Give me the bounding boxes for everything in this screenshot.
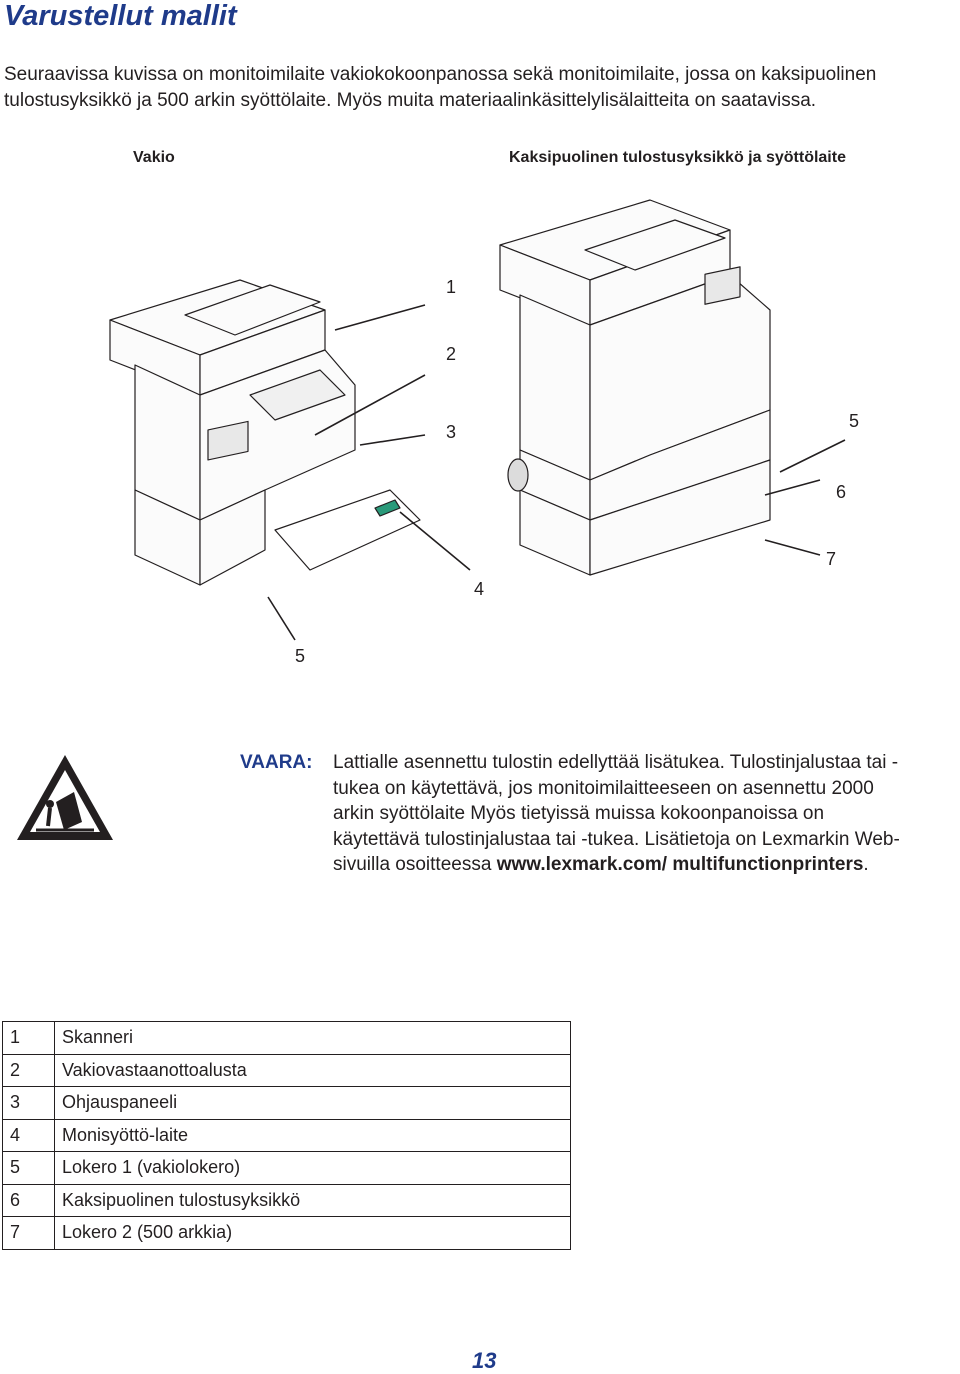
legend-text: Ohjauspaneeli (55, 1087, 571, 1120)
warning-url: www.lexmark.com/ multifunctionprinters (496, 854, 864, 875)
tip-over-hazard-icon (14, 752, 116, 844)
legend-text: Lokero 1 (vakiolokero) (55, 1152, 571, 1185)
table-row (3, 1217, 571, 1250)
warning-block (240, 750, 900, 878)
standard-printer-drawing (110, 280, 420, 585)
legend-number: 1 (3, 1022, 55, 1055)
legend-number: 6 (3, 1184, 55, 1217)
table-row (3, 1119, 571, 1152)
callout-label: 5 (849, 411, 860, 431)
callout-label: 2 (446, 344, 457, 364)
figure-label-standard: Vakio (133, 149, 175, 166)
legend-text: Lokero 2 (500 arkkia) (55, 1217, 571, 1250)
legend-number: 7 (3, 1217, 55, 1250)
legend-number: 4 (3, 1119, 55, 1152)
callout-label: 6 (836, 482, 847, 502)
legend-text: Vakiovastaanottoalusta (55, 1054, 571, 1087)
legend-table (2, 1021, 571, 1250)
legend-number: 3 (3, 1087, 55, 1120)
warning-text (333, 750, 900, 878)
legend-text: Kaksipuolinen tulostusyksikkö (55, 1184, 571, 1217)
callout-label: 7 (826, 549, 837, 569)
duplex-printer-drawing (500, 200, 770, 575)
table-row (3, 1054, 571, 1087)
legend-text: Skanneri (55, 1022, 571, 1055)
legend-number: 2 (3, 1054, 55, 1087)
callout-label: 1 (446, 277, 457, 297)
warning-body: Lattialle asennettu tulostin edellyttää lisätukea. Tulostinjalustaa tai -tukea on käytettävä, jos monitoimilaitteeseen on asennettu 2000 arkin syöttölaite Myös tietyissä muissa kokoonpanoissa on käytettävä tulostinjalustaa tai -tukea. Lisätietoja on Lexmarkin Web-sivuilla osoitteessa (333, 752, 900, 875)
table-row (3, 1022, 571, 1055)
figure-label-duplex: Kaksipuolinen tulostusyksikkö ja syöttölaite (509, 149, 846, 166)
table-row (3, 1152, 571, 1185)
callout-label: 5 (295, 646, 306, 666)
intro-paragraph: Seuraavissa kuvissa on monitoimilaite vakiokokoonpanossa sekä monitoimilaite, jossa on kaksipuolinen tulostusyksikkö ja 500 arkin syöttölaite. Myös muita materiaalinkäsittelylisälaitteita on saatavissa. (4, 64, 877, 111)
table-row (3, 1184, 571, 1217)
page-title: Varustellut mallit (4, 0, 237, 32)
printer-illustration (90, 190, 870, 670)
legend-number: 5 (3, 1152, 55, 1185)
callout-label: 3 (446, 422, 457, 442)
callout-label: 4 (474, 579, 485, 599)
page-number: 13 (472, 1348, 497, 1373)
legend-text: Monisyöttö-laite (55, 1119, 571, 1152)
table-row (3, 1087, 571, 1120)
warning-end: . (863, 854, 869, 875)
warning-label: VAARA: (240, 752, 313, 773)
